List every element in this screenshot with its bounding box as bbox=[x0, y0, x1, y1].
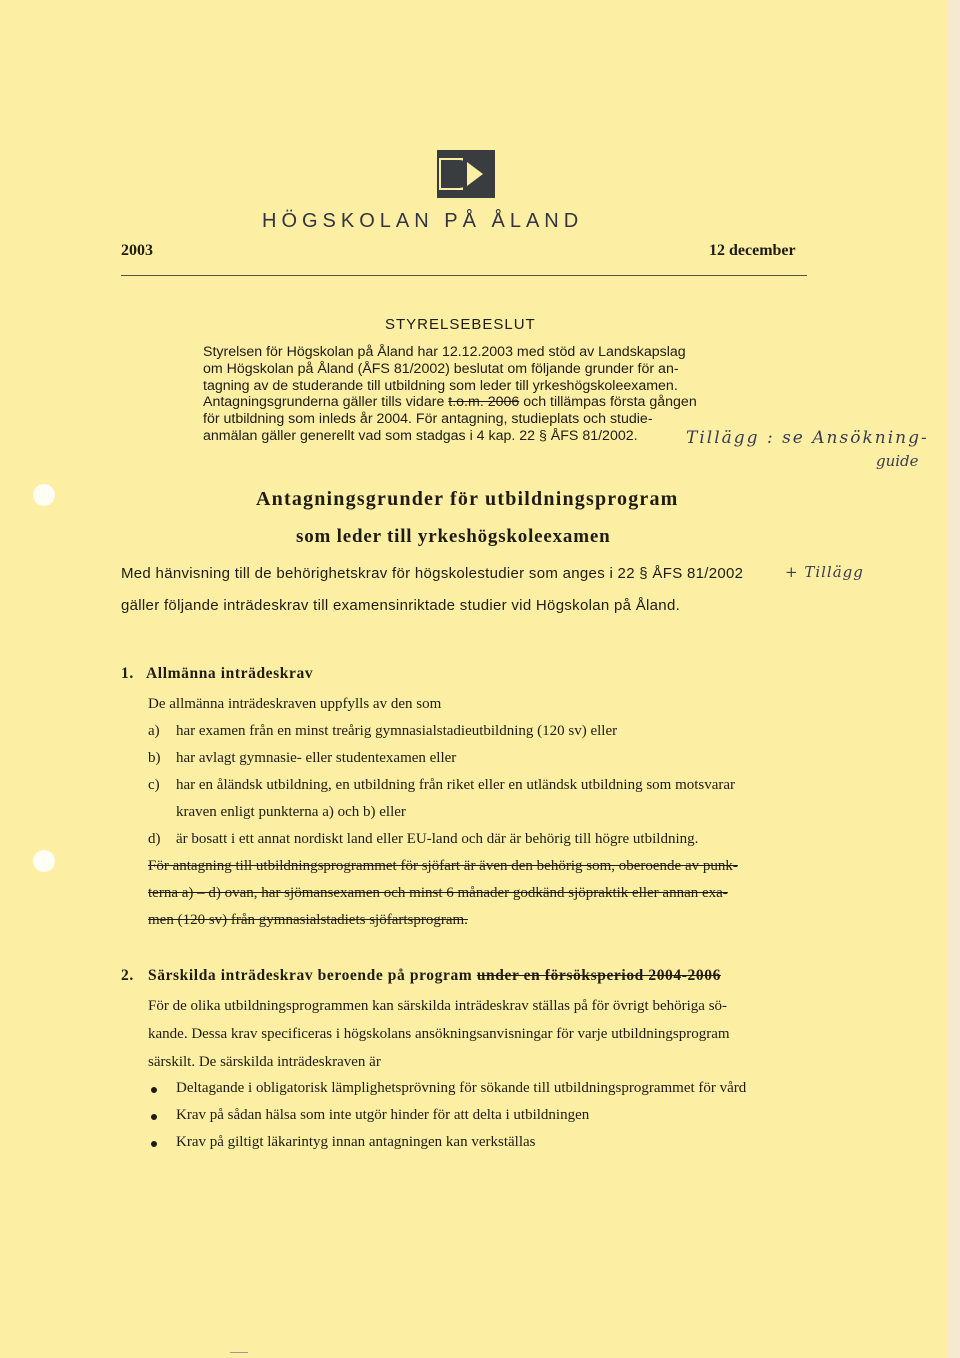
section-2-number: 2. bbox=[121, 967, 134, 984]
intro-line-1: Med hänvisning till de behörighetskrav för högskolestudier som anges i 22 § ÅFS 81/2002 bbox=[121, 565, 744, 582]
bullet-text-1: Deltagande i obligatorisk lämplighetsprövning för sökande till utbildningsprogrammet för vård bbox=[176, 1080, 747, 1096]
item-text-a: har examen från en minst treårig gymnasialstadieutbildning (120 sv) eller bbox=[176, 723, 618, 739]
struck-trial-period: under en försöksperiod 2004-2006 bbox=[476, 967, 721, 984]
struck-line-1: För antagning till utbildningsprogrammet för sjöfart är även den behörig som, oberoende av punk- bbox=[148, 858, 738, 874]
decision-line-4 bbox=[203, 394, 763, 411]
struck-validity-period: t.o.m. 2006 bbox=[448, 394, 520, 411]
decision-text bbox=[203, 344, 763, 445]
decision-line-3: tagning av de studerande till utbildning som leder till yrkeshögskoleexamen. bbox=[203, 377, 678, 394]
document-date: 12 december bbox=[709, 242, 796, 259]
section-1-title: Allmänna inträdeskrav bbox=[146, 665, 314, 682]
header-divider bbox=[121, 275, 807, 276]
main-heading-line-1: Antagningsgrunder för utbildningsprogram bbox=[256, 488, 679, 510]
decision-line-4-end: och tillämpas första gången bbox=[519, 394, 697, 411]
bullet-dot-1 bbox=[151, 1087, 157, 1093]
bullet-text-2: Krav på sådan hälsa som inte utgör hinder för att delta i utbildningen bbox=[176, 1107, 590, 1123]
decision-line-1: Styrelsen för Högskolan på Åland har 12.12.2003 med stöd av Landskapslag bbox=[203, 344, 686, 360]
item-text-d: är bosatt i ett annat nordiskt land eller EU-land och där är behörig till högre utbildning. bbox=[176, 831, 699, 847]
struck-line-2: terna a) – d) ovan, har sjömansexamen och minst 6 månader godkänd sjöpraktik eller annan exa- bbox=[148, 885, 728, 901]
hogskolan-emblem-icon bbox=[437, 150, 495, 198]
item-label-a: a) bbox=[148, 723, 160, 739]
main-heading-line-2: som leder till yrkeshögskoleexamen bbox=[296, 526, 611, 547]
page-edge bbox=[948, 0, 960, 1358]
section-1-lead: De allmänna inträdeskraven uppfylls av den som bbox=[148, 696, 442, 712]
handwritten-note-1: Tillägg : se Ansökning- bbox=[686, 428, 929, 448]
decision-line-2: om Högskolan på Åland (ÅFS 81/2002) beslutat om följande grunder för an- bbox=[203, 360, 679, 377]
item-label-d: d) bbox=[148, 831, 161, 847]
decision-title: STYRELSEBESLUT bbox=[385, 316, 536, 333]
bullet-text-3: Krav på giltigt läkarintyg innan antagningen kan verkställas bbox=[176, 1134, 536, 1150]
decision-line-5: för utbildning som inleds år 2004. För antagning, studieplats och studie- bbox=[203, 411, 653, 428]
item-label-b: b) bbox=[148, 750, 161, 766]
document-year: 2003 bbox=[121, 242, 153, 259]
section-2-para-line-3: särskilt. De särskilda inträdeskraven är bbox=[148, 1054, 381, 1070]
item-text-c: har en åländsk utbildning, en utbildning från riket eller en utländsk utbildning som motsvarar bbox=[176, 777, 736, 793]
decision-line-6: anmälan gäller generellt vad som stadgas i 4 kap. 22 § ÅFS 81/2002. bbox=[203, 427, 638, 444]
section-2-para-line-1: För de olika utbildningsprogrammen kan särskilda inträdeskrav ställas på för övrigt behöriga sö- bbox=[148, 998, 728, 1014]
item-text-c-cont: kraven enligt punkterna a) och b) eller bbox=[176, 804, 406, 820]
handwritten-note-3: + Tillägg bbox=[785, 563, 864, 581]
punch-hole-bottom bbox=[33, 850, 55, 872]
logo-wordmark: HÖGSKOLAN PÅ ÅLAND bbox=[262, 210, 584, 232]
bullet-dot-2 bbox=[151, 1114, 157, 1120]
punch-hole-top bbox=[33, 484, 55, 506]
struck-line-3: men (120 sv) från gymnasialstadiets sjöfartsprogram. bbox=[148, 912, 468, 928]
scan-artifact bbox=[230, 1352, 248, 1353]
decision-line-4-start: Antagningsgrunderna gäller tills vidare bbox=[203, 394, 449, 411]
bullet-dot-3 bbox=[151, 1141, 157, 1147]
section-2-title-text: Särskilda inträdeskrav beroende på program bbox=[148, 967, 473, 984]
section-2-title bbox=[148, 967, 721, 985]
intro-line-2: gäller följande inträdeskrav till examensinriktade studier vid Högskolan på Åland. bbox=[121, 597, 681, 614]
item-label-c: c) bbox=[148, 777, 160, 793]
section-2-para-line-2: kande. Dessa krav specificeras i högskolans ansökningsanvisningar för varje utbildningsprogram bbox=[148, 1026, 730, 1042]
handwritten-note-2: guide bbox=[876, 452, 919, 470]
item-text-b: har avlagt gymnasie- eller studentexamen eller bbox=[176, 750, 457, 766]
section-1-number: 1. bbox=[121, 665, 134, 682]
